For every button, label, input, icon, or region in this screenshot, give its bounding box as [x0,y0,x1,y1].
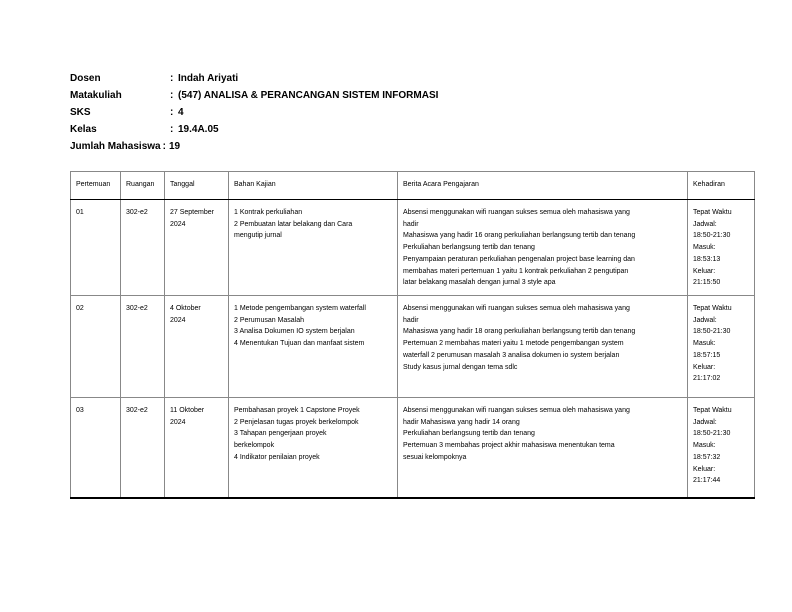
cell-line: berkelompok [234,442,275,450]
cell-pertemuan: 02 [71,296,121,398]
cell-line: 1 Metode pengembangan system waterfall [234,305,366,312]
cell-line: 21:17:44 [693,477,721,485]
table-body [71,200,755,498]
header-berita-acara: Berita Acara Pengajaran [398,172,688,200]
cell-line: hadir [403,316,419,324]
info-value: (547) ANALISA & PERANCANGAN SISTEM INFORMASI [178,90,439,101]
info-colon: : [170,73,174,84]
cell-line: 27 September [170,209,214,216]
cell-line: Masuk: [693,340,716,348]
cell-line: 11 Oktober [170,407,205,414]
header-tanggal: Tanggal [165,172,229,200]
cell-ruangan: 302-e2 [121,296,165,398]
cell-line: 18:53:13 [693,255,721,263]
cell-line: waterfall 2 perumusan masalah 3 analisa dokumen io system berjalan [403,351,620,359]
cell-kehadiran [688,296,755,398]
cell-line: Absensi menggunakan wifi ruangan sukses semua oleh mahasiswa yang [403,209,630,216]
cell-line: 2024 [170,316,186,324]
cell-line: 21:15:50 [693,279,721,287]
cell-ruangan: 302-e2 [121,200,165,296]
cell-line: Masuk: [693,442,716,450]
cell-tanggal [165,296,229,398]
cell-line: 18:57:32 [693,453,721,461]
cell-line: Pertemuan 3 membahas project akhir mahasiswa menentukan tema [403,442,615,450]
cell-line: Tepat Waktu [693,209,732,216]
header-kehadiran: Kehadiran [688,172,755,200]
cell-tanggal [165,398,229,498]
info-label: Dosen [70,73,101,84]
header-ruangan: Ruangan [121,172,165,200]
cell-berita-acara [398,398,688,498]
table-row [71,200,755,296]
cell-line: sesuai kelompoknya [403,453,467,461]
cell-line: hadir [403,220,419,228]
cell-kehadiran [688,200,755,296]
cell-line: Pembahasan proyek 1 Capstone Proyek [234,407,360,414]
cell-line: Study kasus jurnal dengan tema sdlc [403,363,518,371]
cell-line: 4 Indikator penilaian proyek [234,453,320,461]
cell-line: 18:50-21:30 [693,232,731,240]
header-bahan-kajian: Bahan Kajian [229,172,398,200]
cell-bahan-kajian [229,296,398,398]
info-colon: : [162,141,166,152]
cell-line: Keluar: [693,267,716,275]
cell-pertemuan: 03 [71,398,121,498]
attendance-table [70,171,755,499]
info-colon: : [170,107,174,118]
cell-kehadiran [688,398,755,498]
cell-line: 18:57:15 [693,351,721,359]
cell-line: latar belakang masalah dengan jurnal 3 style apa [403,279,556,287]
info-row-matakuliah [70,87,438,104]
cell-line: Absensi menggunakan wifi ruangan sukses semua oleh mahasiswa yang [403,305,630,312]
info-value: 4 [178,107,184,118]
info-colon: : [170,90,174,101]
cell-line: hadir Mahasiswa yang hadir 14 orang [403,418,520,426]
cell-line: Pertemuan 2 membahas materi yaitu 1 metode pengembangan system [403,340,624,348]
cell-line: mengutip jurnal [234,232,282,240]
cell-line: Tepat Waktu [693,407,732,414]
info-value: Indah Ariyati [178,73,239,84]
cell-line: Jadwal: [693,418,717,426]
info-label: SKS [70,107,91,118]
cell-line: Keluar: [693,465,716,473]
cell-line: Penyampaian peraturan perkuliahan pengenalan project base learning dan [403,255,635,263]
cell-berita-acara [398,200,688,296]
cell-bahan-kajian [229,398,398,498]
cell-pertemuan: 01 [71,200,121,296]
cell-line: 4 Menentukan Tujuan dan manfaat sistem [234,340,365,348]
cell-line: 3 Tahapan pengerjaan proyek [234,430,327,438]
cell-line: Perkuliahan berlangsung tertib dan tenang [403,430,535,438]
info-row-kelas [70,121,438,138]
cell-line: Mahasiswa yang hadir 18 orang perkuliahan berlangsung tertib dan tenang [403,328,636,336]
cell-line: 21:17:02 [693,375,721,383]
info-row-dosen [70,70,438,87]
cell-line: 2 Penjelasan tugas proyek berkelompok [234,418,359,426]
info-value: 19 [168,141,181,152]
cell-line: 2024 [170,220,186,228]
cell-line: Jadwal: [693,316,717,324]
info-row-sks [70,104,438,121]
table-row [71,296,755,398]
cell-bahan-kajian [229,200,398,296]
cell-line: Perkuliahan berlangsung tertib dan tenang [403,244,535,252]
table-header-row [71,172,755,200]
cell-line: 2 Pembuatan latar belakang dan Cara [234,220,353,228]
cell-line: membahas materi pertemuan 1 yaitu 1 kontrak perkuliahan 2 pengutipan [403,267,629,275]
header-pertemuan: Pertemuan [71,172,121,200]
cell-line: Mahasiswa yang hadir 16 orang perkuliahan berlangsung tertib dan tenang [403,232,636,240]
info-label: Jumlah Mahasiswa [70,141,161,152]
course-info [70,70,438,155]
info-label: Kelas [70,124,97,135]
cell-line: Jadwal: [693,220,717,228]
cell-line: Masuk: [693,244,716,252]
info-row-jumlah-mahasiswa [70,138,438,155]
cell-berita-acara [398,296,688,398]
cell-line: 4 Oktober [170,305,201,312]
info-colon: : [170,124,174,135]
info-label: Matakuliah [70,90,122,101]
cell-line: 18:50-21:30 [693,328,731,336]
cell-line: 1 Kontrak perkuliahan [234,209,303,216]
cell-line: Keluar: [693,363,716,371]
cell-line: 18:50-21:30 [693,430,731,438]
cell-line: Absensi menggunakan wifi ruangan sukses semua oleh mahasiswa yang [403,407,630,414]
cell-line: Tepat Waktu [693,305,732,312]
cell-line: 3 Analisa Dokumen IO system berjalan [234,328,355,336]
table-row [71,398,755,498]
cell-tanggal [165,200,229,296]
cell-line: 2024 [170,418,186,426]
cell-ruangan: 302-e2 [121,398,165,498]
cell-line: 2 Perumusan Masalah [234,316,305,324]
info-value: 19.4A.05 [178,124,219,135]
